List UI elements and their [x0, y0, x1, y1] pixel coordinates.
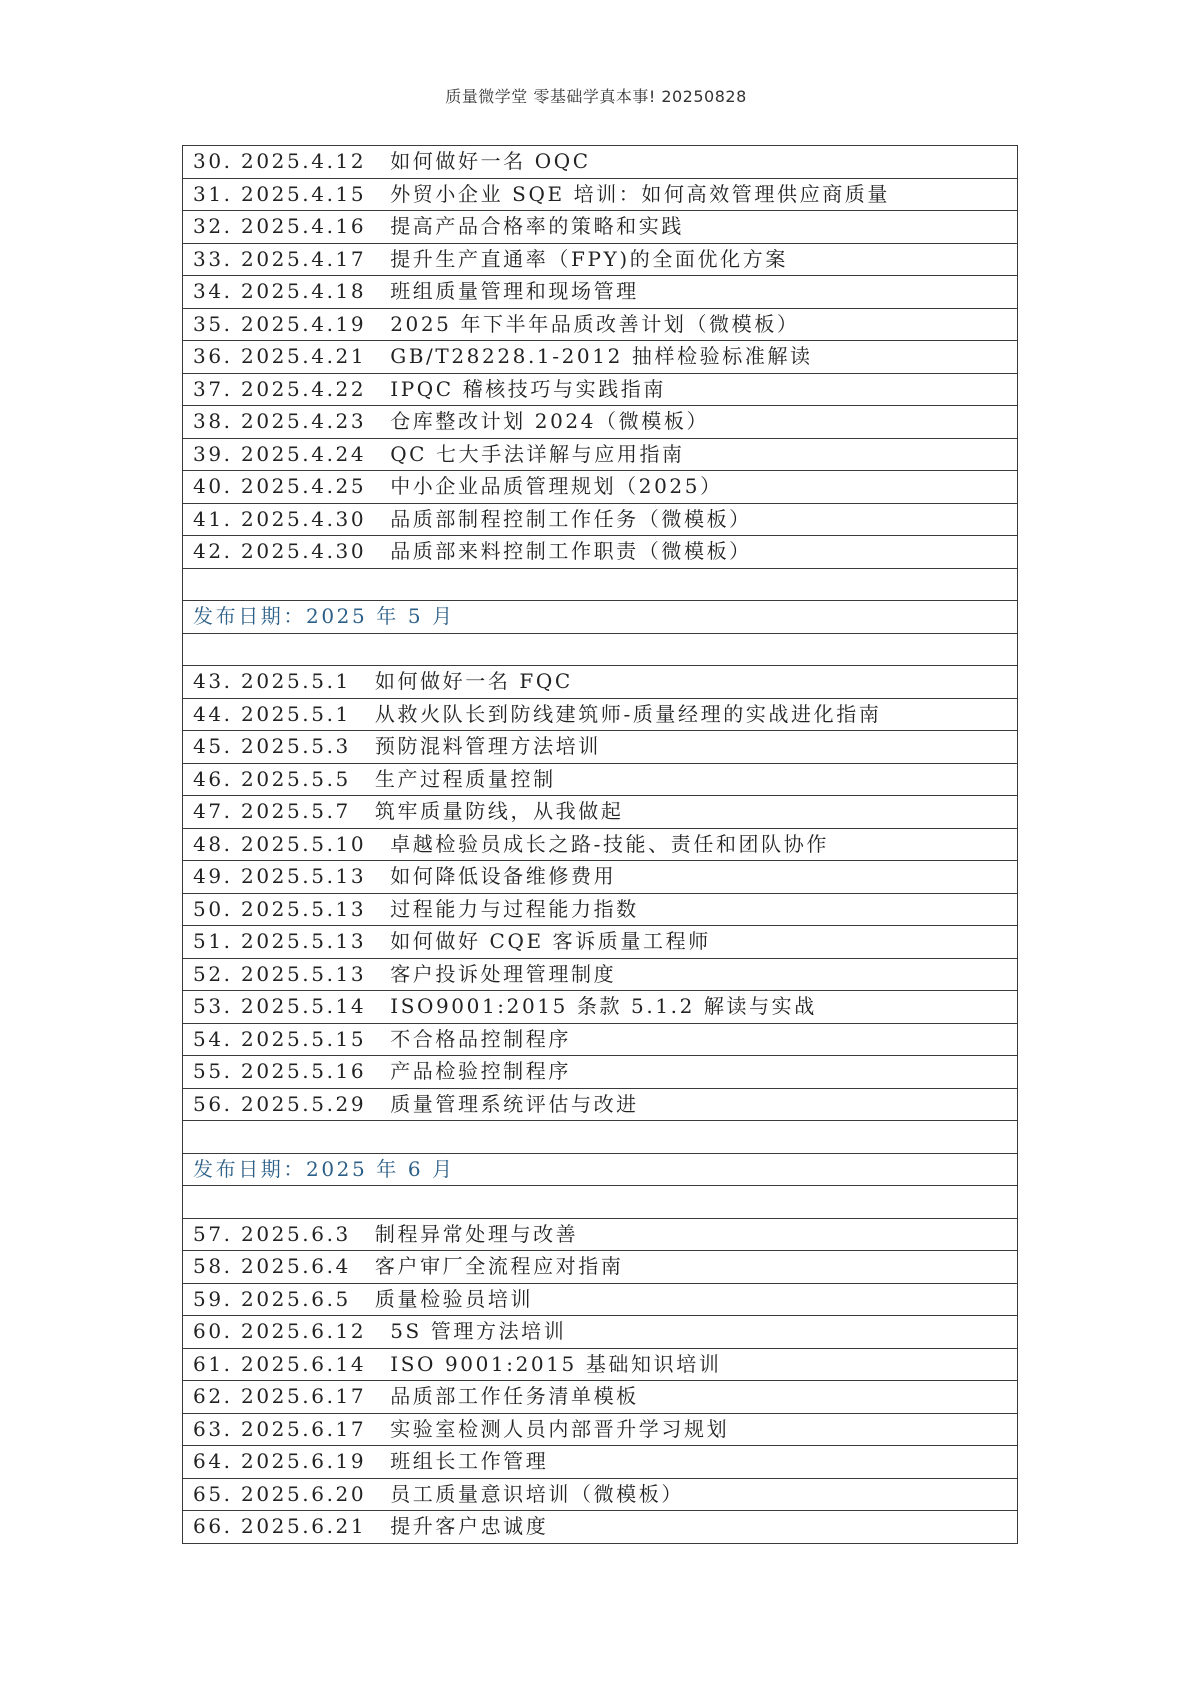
entry-date: 2025.6.14 [241, 1351, 367, 1376]
table-row[interactable] [183, 1056, 1018, 1089]
entry-date: 2025.4.17 [241, 246, 367, 271]
table-row[interactable] [183, 731, 1018, 764]
entry-title[interactable]: 产品检验控制程序 [390, 1059, 571, 1083]
table-row[interactable] [183, 373, 1018, 406]
table-row[interactable] [183, 341, 1018, 374]
entry-title[interactable]: 品质部制程控制工作任务（微模板） [390, 506, 752, 531]
table-row[interactable] [183, 1381, 1018, 1414]
entry-number: 33. [193, 246, 233, 271]
entry-cell [183, 796, 1018, 829]
entry-date: 2025.6.4 [241, 1254, 351, 1278]
entry-title[interactable]: 过程能力与过程能力指数 [390, 896, 639, 921]
entry-title[interactable]: 实验室检测人员内部晋升学习规划 [390, 1416, 730, 1441]
entry-title[interactable]: 品质部来料控制工作职责（微模板） [390, 539, 752, 563]
entry-cell [183, 1348, 1018, 1381]
entry-cell [183, 308, 1018, 341]
table-row[interactable] [183, 893, 1018, 926]
section-heading: 发布日期：2025 年 6 月 [183, 1153, 1018, 1186]
entry-title[interactable]: 如何降低设备维修费用 [390, 864, 617, 888]
entry-cell [183, 828, 1018, 861]
entry-title[interactable]: 质量管理系统评估与改进 [390, 1091, 639, 1116]
entry-date: 2025.5.16 [241, 1059, 367, 1083]
entry-cell [183, 1023, 1018, 1056]
table-row[interactable] [183, 276, 1018, 309]
blank-cell [183, 633, 1018, 666]
entry-cell [183, 1478, 1018, 1511]
entry-date: 2025.5.13 [241, 864, 367, 888]
table-row[interactable] [183, 796, 1018, 829]
table-row[interactable] [183, 1348, 1018, 1381]
entry-date: 2025.5.10 [241, 831, 367, 856]
entry-date: 2025.4.18 [241, 279, 367, 303]
entry-cell [183, 893, 1018, 926]
entry-title[interactable]: 如何做好 CQE 客诉质量工程师 [390, 929, 711, 953]
blank-row [183, 1121, 1018, 1154]
entry-date: 2025.6.21 [241, 1514, 367, 1538]
entry-cell [183, 438, 1018, 471]
entry-date: 2025.5.15 [241, 1026, 367, 1051]
entry-cell [183, 341, 1018, 374]
entry-title[interactable]: 员工质量意识培训（微模板） [390, 1481, 684, 1506]
entry-number: 32. [193, 214, 233, 238]
article-index-body [183, 146, 1018, 1544]
entry-date: 2025.4.23 [241, 409, 367, 433]
section-heading-row [183, 601, 1018, 634]
entry-cell [183, 211, 1018, 244]
entry-cell [183, 1251, 1018, 1284]
table-row[interactable] [183, 926, 1018, 959]
entry-date: 2025.5.7 [241, 799, 351, 823]
entry-date: 2025.6.17 [241, 1384, 367, 1408]
entry-date: 2025.4.22 [241, 376, 367, 401]
entry-cell [183, 1218, 1018, 1251]
entry-number: 62. [193, 1384, 233, 1408]
entry-date: 2025.4.15 [241, 181, 367, 206]
blank-cell [183, 568, 1018, 601]
entry-title[interactable]: IPQC 稽核技巧与实践指南 [390, 376, 667, 401]
table-row[interactable] [183, 503, 1018, 536]
entry-number: 64. [193, 1449, 233, 1473]
entry-number: 47. [193, 799, 233, 823]
entry-cell [183, 1088, 1018, 1121]
entry-number: 38. [193, 409, 233, 433]
entry-number: 56. [193, 1091, 233, 1116]
entry-number: 60. [193, 1319, 233, 1343]
entry-cell [183, 536, 1018, 569]
blank-row [183, 633, 1018, 666]
entry-date: 2025.4.24 [241, 441, 367, 466]
table-row[interactable] [183, 1251, 1018, 1284]
entry-cell [183, 958, 1018, 991]
entry-date: 2025.5.1 [241, 701, 351, 726]
entry-cell [183, 503, 1018, 536]
entry-date: 2025.6.19 [241, 1449, 367, 1473]
entry-date: 2025.4.30 [241, 506, 367, 531]
table-row[interactable] [183, 438, 1018, 471]
entry-title[interactable]: 中小企业品质管理规划（2025） [390, 474, 723, 498]
entry-title[interactable]: 生产过程质量控制 [374, 766, 556, 791]
entry-number: 51. [193, 929, 233, 953]
entry-cell [183, 1511, 1018, 1544]
table-row[interactable] [183, 211, 1018, 244]
entry-title[interactable]: 5S 管理方法培训 [390, 1319, 567, 1343]
table-row[interactable] [183, 763, 1018, 796]
table-row[interactable] [183, 1413, 1018, 1446]
blank-cell [183, 1186, 1018, 1219]
entry-cell [183, 146, 1018, 179]
table-row[interactable] [183, 861, 1018, 894]
entry-cell [183, 471, 1018, 504]
entry-date: 2025.4.19 [241, 311, 367, 336]
entry-cell [183, 373, 1018, 406]
table-row[interactable] [183, 1511, 1018, 1544]
entry-date: 2025.6.20 [241, 1481, 367, 1506]
entry-title[interactable]: 仓库整改计划 2024（微模板） [390, 409, 710, 433]
entry-title[interactable]: 如何做好一名 FQC [374, 669, 573, 693]
entry-title[interactable]: 品质部工作任务清单模板 [390, 1384, 639, 1408]
table-row[interactable] [183, 1478, 1018, 1511]
table-row[interactable] [183, 1023, 1018, 1056]
entry-date: 2025.5.1 [241, 669, 351, 693]
entry-cell [183, 406, 1018, 439]
blank-row [183, 568, 1018, 601]
entry-number: 36. [193, 344, 233, 368]
entry-title[interactable]: 提高产品合格率的策略和实践 [390, 214, 684, 238]
entry-number: 37. [193, 376, 233, 401]
article-index-table [182, 145, 1018, 1544]
table-row[interactable] [183, 146, 1018, 179]
entry-number: 41. [193, 506, 233, 531]
entry-cell [183, 763, 1018, 796]
entry-number: 48. [193, 831, 233, 856]
entry-number: 61. [193, 1351, 233, 1376]
entry-date: 2025.5.13 [241, 896, 367, 921]
entry-cell [183, 1381, 1018, 1414]
entry-title[interactable]: 从救火队长到防线建筑师-质量经理的实战进化指南 [374, 701, 882, 726]
entry-cell [183, 861, 1018, 894]
entry-number: 50. [193, 896, 233, 921]
entry-cell [183, 731, 1018, 764]
entry-date: 2025.6.5 [241, 1286, 351, 1311]
entry-date: 2025.5.14 [241, 994, 367, 1018]
entry-number: 66. [193, 1514, 233, 1538]
entry-cell [183, 276, 1018, 309]
entry-title[interactable]: ISO9001:2015 条款 5.1.2 解读与实战 [390, 994, 817, 1018]
entry-title[interactable]: 不合格品控制程序 [390, 1026, 571, 1051]
table-row[interactable] [183, 1283, 1018, 1316]
entry-cell [183, 178, 1018, 211]
entry-title[interactable]: 质量检验员培训 [374, 1286, 534, 1311]
entry-number: 57. [193, 1221, 233, 1246]
entry-cell [183, 698, 1018, 731]
entry-title[interactable]: 外贸小企业 SQE 培训：如何高效管理供应商质量 [390, 181, 890, 206]
entry-title[interactable]: 提升生产直通率（FPY)的全面优化方案 [390, 246, 788, 271]
table-row[interactable] [183, 698, 1018, 731]
entry-title[interactable]: 预防混料管理方法培训 [374, 734, 601, 758]
table-row[interactable] [183, 1088, 1018, 1121]
entry-date: 2025.4.25 [241, 474, 367, 498]
entry-number: 42. [193, 539, 233, 563]
entry-number: 40. [193, 474, 233, 498]
section-heading: 发布日期：2025 年 5 月 [183, 601, 1018, 634]
entry-title[interactable]: 制程异常处理与改善 [374, 1221, 579, 1246]
entry-number: 52. [193, 961, 233, 986]
entry-cell [183, 1413, 1018, 1446]
table-row[interactable] [183, 991, 1018, 1024]
table-row[interactable] [183, 1446, 1018, 1479]
entry-number: 65. [193, 1481, 233, 1506]
entry-date: 2025.6.12 [241, 1319, 367, 1343]
entry-title[interactable]: 班组长工作管理 [390, 1449, 549, 1473]
entry-title[interactable]: GB/T28228.1-2012 抽样检验标准解读 [390, 344, 813, 368]
entry-number: 59. [193, 1286, 233, 1311]
entry-title[interactable]: 提升客户忠诚度 [390, 1514, 549, 1538]
entry-date: 2025.6.17 [241, 1416, 367, 1441]
entry-number: 44. [193, 701, 233, 726]
page-header: 质量微学堂 零基础学真本事! 20250828 [445, 87, 747, 106]
table-row[interactable] [183, 178, 1018, 211]
entry-date: 2025.4.12 [241, 149, 367, 173]
entry-cell [183, 1446, 1018, 1479]
section-heading-row [183, 1153, 1018, 1186]
entry-cell [183, 1056, 1018, 1089]
entry-title[interactable]: 班组质量管理和现场管理 [390, 279, 639, 303]
entry-number: 45. [193, 734, 233, 758]
entry-number: 63. [193, 1416, 233, 1441]
entry-title[interactable]: 如何做好一名 OQC [390, 149, 591, 173]
entry-number: 43. [193, 669, 233, 693]
entry-title[interactable]: 客户审厂全流程应对指南 [374, 1254, 624, 1278]
table-row[interactable] [183, 666, 1018, 699]
entry-number: 30. [193, 149, 233, 173]
table-row[interactable] [183, 1316, 1018, 1349]
entry-number: 35. [193, 311, 233, 336]
entry-title[interactable]: QC 七大手法详解与应用指南 [390, 441, 685, 466]
entry-number: 54. [193, 1026, 233, 1051]
table-row[interactable] [183, 958, 1018, 991]
entry-number: 49. [193, 864, 233, 888]
entry-title[interactable]: 筑牢质量防线，从我做起 [374, 799, 624, 823]
entry-cell [183, 243, 1018, 276]
entry-date: 2025.6.3 [241, 1221, 351, 1246]
table-row[interactable] [183, 828, 1018, 861]
entry-date: 2025.5.13 [241, 929, 367, 953]
entry-date: 2025.4.21 [241, 344, 367, 368]
entry-title[interactable]: ISO 9001:2015 基础知识培训 [390, 1351, 722, 1376]
entry-cell [183, 666, 1018, 699]
entry-number: 31. [193, 181, 233, 206]
blank-cell [183, 1121, 1018, 1154]
entry-number: 58. [193, 1254, 233, 1278]
entry-title[interactable]: 客户投诉处理管理制度 [390, 961, 617, 986]
entry-date: 2025.5.13 [241, 961, 367, 986]
entry-number: 53. [193, 994, 233, 1018]
table-row[interactable] [183, 308, 1018, 341]
entry-number: 55. [193, 1059, 233, 1083]
entry-date: 2025.4.16 [241, 214, 367, 238]
entry-cell [183, 991, 1018, 1024]
table-row[interactable] [183, 243, 1018, 276]
table-row[interactable] [183, 471, 1018, 504]
entry-date: 2025.5.5 [241, 766, 351, 791]
entry-number: 46. [193, 766, 233, 791]
entry-date: 2025.5.3 [241, 734, 351, 758]
entry-date: 2025.4.30 [241, 539, 367, 563]
table-row[interactable] [183, 406, 1018, 439]
entry-title[interactable]: 卓越检验员成长之路-技能、责任和团队协作 [390, 831, 829, 856]
entry-date: 2025.5.29 [241, 1091, 367, 1116]
blank-row [183, 1186, 1018, 1219]
table-row[interactable] [183, 536, 1018, 569]
entry-cell [183, 1283, 1018, 1316]
table-row[interactable] [183, 1218, 1018, 1251]
entry-cell [183, 926, 1018, 959]
entry-cell [183, 1316, 1018, 1349]
entry-number: 39. [193, 441, 233, 466]
entry-number: 34. [193, 279, 233, 303]
entry-title[interactable]: 2025 年下半年品质改善计划（微模板） [390, 311, 800, 336]
